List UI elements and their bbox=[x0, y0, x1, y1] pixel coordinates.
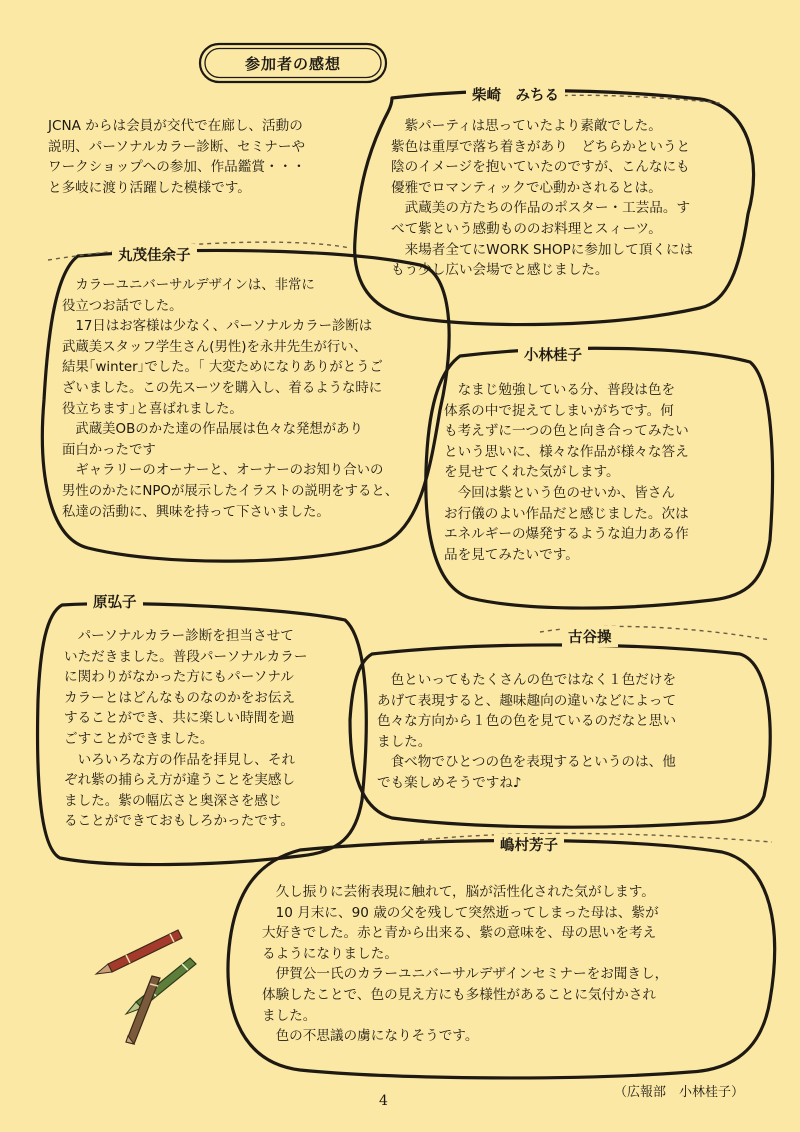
comment-line: あげて表現すると、趣味趣向の違いなどによって bbox=[377, 692, 677, 709]
intro-line: ワークショップへの参加、作品鑑賞・・・ bbox=[48, 159, 306, 176]
comment-line: 武蔵美の方たちの作品のポスター・工芸品。す bbox=[391, 200, 691, 217]
comment-line: なまじ勉強している分、普段は色を bbox=[444, 382, 676, 398]
comment-line: 色の不思議の虜になりそうです。 bbox=[262, 1028, 479, 1045]
comment-line: 役立ちます｣と喜ばれました。 bbox=[62, 401, 243, 417]
author-name-kobayashi: 小林桂子 bbox=[518, 344, 588, 365]
comment-furuya bbox=[377, 670, 676, 794]
comment-line: エネルギーの爆発するような迫力ある作 bbox=[444, 526, 689, 543]
comment-line: いただきました。普段パーソナルカラー bbox=[64, 648, 308, 665]
intro-paragraph bbox=[48, 116, 306, 198]
comment-line: カラーユニバーサルデザインは、非常に bbox=[62, 278, 315, 293]
comment-line: 優雅でロマンティックで心動かされるとは。 bbox=[391, 179, 662, 196]
comment-line: 来場者全てにWORK SHOPに参加して頂くには bbox=[391, 241, 694, 258]
intro-line: JCNA からは会員が交代で在廊し、活動の bbox=[48, 118, 303, 134]
comment-shibasaki bbox=[391, 116, 693, 281]
comment-line: 男性のかたにNPOが展示したイラストの説明をすると、 bbox=[62, 483, 399, 499]
author-name-furuya: 古谷操 bbox=[562, 626, 618, 647]
crayon-green-icon bbox=[126, 958, 196, 1014]
comment-line: を見せてくれた気がします。 bbox=[444, 464, 620, 481]
comment-line: お行儀のよい作品だと感じました。次は bbox=[444, 505, 689, 522]
comment-line: に関わりがなかった方にもパーソナル bbox=[64, 669, 294, 686]
comment-line: べて紫という感動もののお料理とスィーツ。 bbox=[391, 220, 662, 237]
crayon-red-icon bbox=[96, 930, 182, 974]
comment-line: いろいろな方の作品を拝見し、それ bbox=[64, 751, 296, 768]
comment-line: することができ、共に楽しい時間を過 bbox=[64, 710, 295, 727]
comment-line: カラーとはどんなものなのかをお伝え bbox=[64, 689, 296, 706]
comment-line: 紫パーティは思っていたより素敵でした。 bbox=[391, 118, 662, 134]
comment-line: 武蔵美スタッフ学生さん(男性)を永井先生が行い、 bbox=[62, 339, 368, 355]
comment-line: ました。 bbox=[262, 1007, 317, 1024]
comment-line: ごすことができました。 bbox=[64, 730, 214, 747]
comment-line: 食べ物でひとつの色を表現するというのは、他 bbox=[377, 754, 676, 771]
comment-line: 今回は紫という色のせいか、皆さん bbox=[444, 484, 676, 501]
author-name-hara: 原弘子 bbox=[87, 591, 143, 612]
intro-line: と多岐に渡り活躍した模様です。 bbox=[48, 179, 251, 196]
comment-line: 伊賀公一氏のカラーユニバーサルデザインセミナーをお聞きし， bbox=[262, 966, 669, 983]
comment-line: 体系の中で捉えてしまいがちです。何 bbox=[444, 402, 674, 419]
author-name-marumo: 丸茂佳余子 bbox=[112, 244, 197, 265]
comment-line: 役立つお話でした。 bbox=[62, 298, 183, 314]
comment-line: という思いに、様々な作品が様々な答え bbox=[444, 443, 689, 460]
comment-line: ざいました。この先スーツを購入し、着るような時に bbox=[62, 380, 383, 396]
page-title: 参加者の感想 bbox=[244, 54, 341, 73]
comment-line: 久し振りに芸術表現に触れて，脳が活性化された気がします。 bbox=[262, 884, 655, 900]
comment-line: 私達の活動に、興味を持って下さいました。 bbox=[62, 504, 330, 520]
comment-line: ぞれ紫の捕らえ方が違うことを実感し bbox=[64, 772, 296, 789]
crayon-illustration bbox=[86, 918, 206, 1048]
comment-line: 色といってもたくさんの色ではなく１色だけを bbox=[377, 672, 677, 688]
credit-line: （広報部 小林桂子） bbox=[614, 1085, 745, 1100]
comment-line: パーソナルカラー診断を担当させて bbox=[64, 628, 294, 644]
page-number: 4 bbox=[379, 1093, 388, 1109]
comment-line: も考えずに一つの色と向き合ってみたい bbox=[444, 423, 689, 440]
comment-kobayashi bbox=[444, 380, 689, 565]
comment-line: 面白かったです bbox=[62, 442, 156, 458]
comment-line: 大好きでした。赤と青から出来る、紫の意味を、母の思いを考え bbox=[262, 925, 657, 942]
comment-marumo bbox=[62, 276, 398, 523]
author-name-shibasaki: 柴崎 みちる bbox=[466, 84, 565, 105]
comment-line: ギャラリーのオーナーと、オーナーのお知り合いの bbox=[62, 463, 384, 479]
comment-hara bbox=[64, 626, 307, 832]
comment-line: 武蔵美OBのかた達の作品展は色々な発想があり bbox=[62, 422, 363, 438]
comment-line: 陰のイメージを抱いていたのですが、こんなにも bbox=[391, 159, 690, 176]
comment-line: 17日はお客様は少なく、パーソナルカラー診断は bbox=[62, 319, 373, 335]
comment-line: 品を見てみたいです。 bbox=[444, 546, 579, 563]
comment-line: 紫色は重厚で落ち着きがあり どちらかというと bbox=[391, 138, 691, 155]
author-name-shimamura: 嶋村芳子 bbox=[494, 834, 564, 855]
comment-line: ることができておもしろかったです。 bbox=[64, 813, 295, 830]
comment-line: でも楽しめそうですね♪ bbox=[377, 774, 522, 791]
comment-shimamura bbox=[262, 882, 668, 1047]
intro-line: 説明、パーソナルカラー診断、セミナーや bbox=[48, 138, 306, 155]
comment-line: ました。 bbox=[377, 733, 432, 750]
comment-line: 結果｢winter｣でした。｢ 大変ためになりありがとうご bbox=[62, 360, 383, 376]
comment-line: 10 月末に、90 歳の父を残して突然逝ってしまった母は、紫が bbox=[262, 904, 659, 921]
comment-line: 色々な方向から１色の色を見ているのだなと思い bbox=[377, 713, 677, 730]
comment-line: るようになりました。 bbox=[262, 945, 398, 962]
comment-line: ました。紫の幅広さと奥深さを感じ bbox=[64, 792, 282, 809]
comment-line: 体験したことで、色の見え方にも多様性があることに気付かされ bbox=[262, 986, 656, 1003]
comment-line: もう少し広い会場でと感じました。 bbox=[391, 262, 609, 279]
